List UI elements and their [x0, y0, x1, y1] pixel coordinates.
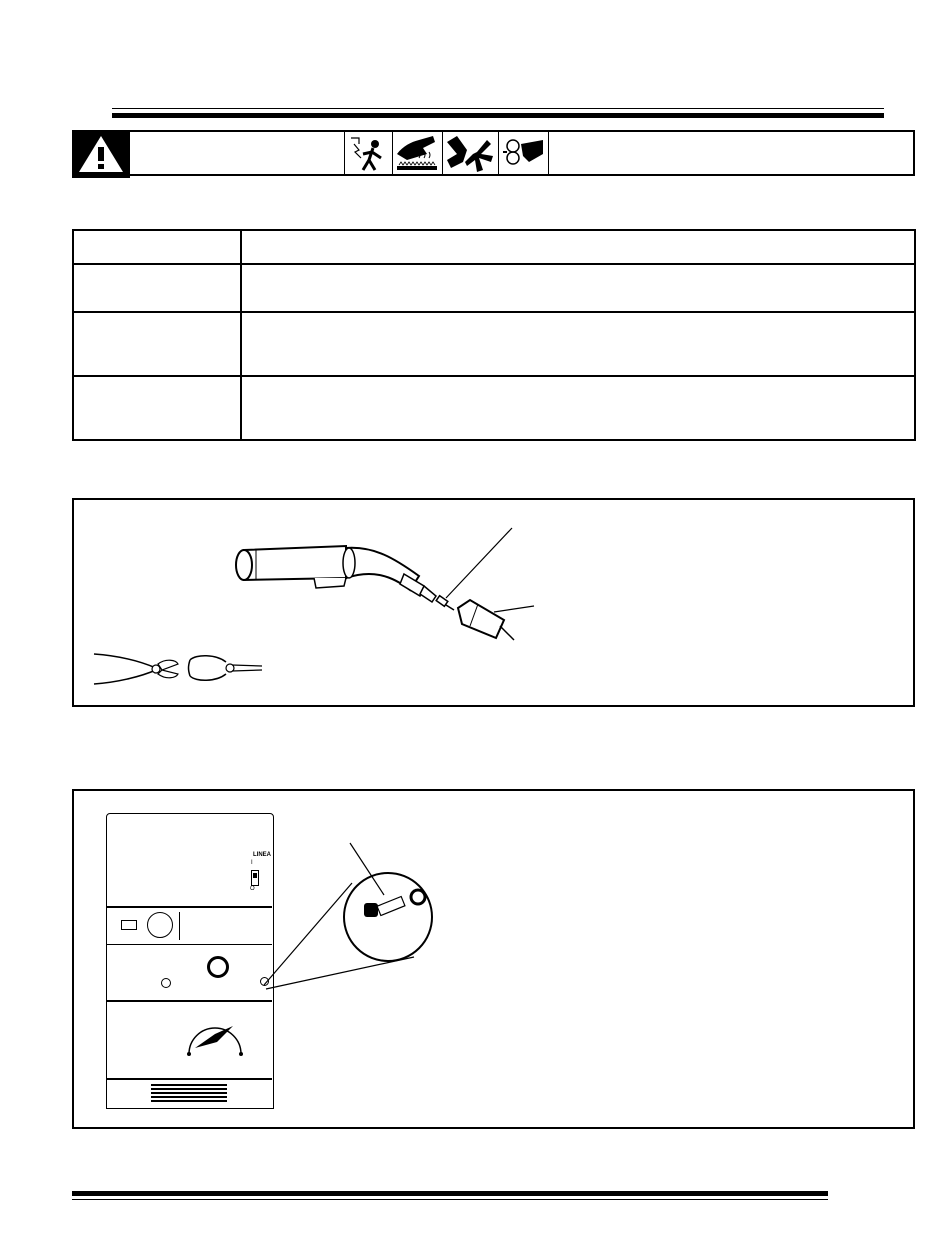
table-cell: [241, 230, 915, 264]
moving-parts-icon: [442, 132, 496, 174]
panel-divider: [179, 912, 180, 940]
pliers-icon: [92, 648, 182, 688]
panel-divider: [107, 944, 272, 945]
torch-figure-panel: [72, 498, 915, 707]
panel-divider: [107, 906, 272, 908]
switch-on-label: I: [251, 860, 253, 866]
table-row: [73, 312, 915, 376]
wire-speed-knob[interactable]: [207, 956, 229, 978]
table-row: [73, 376, 915, 440]
table-cell: [73, 376, 241, 440]
pinch-point-icon: [498, 132, 548, 174]
warning-banner-divider: [548, 132, 550, 174]
front-panel-figure: [72, 789, 915, 1129]
welder-front-panel: [106, 813, 274, 1109]
table-cell: [73, 312, 241, 376]
footer-rule-thin: [72, 1199, 828, 1200]
footer-rule-thick: [72, 1191, 828, 1196]
wire-spool-icon: [161, 978, 171, 988]
spec-table: [72, 229, 916, 441]
torch-socket: [147, 912, 173, 938]
table-cell: [73, 264, 241, 312]
power-switch-label: LINEA: [253, 852, 271, 858]
warning-triangle-icon: [72, 130, 130, 178]
hot-surface-icon: [392, 132, 442, 174]
voltage-selector-dial[interactable]: [185, 1018, 245, 1058]
warning-banner: [72, 130, 915, 176]
table-cell: [73, 230, 241, 264]
table-row: [73, 264, 915, 312]
table-cell: [241, 264, 915, 312]
vent-grille: [151, 1084, 227, 1102]
switch-off-label: O: [250, 886, 255, 892]
panel-divider: [107, 1078, 272, 1080]
fuse-detail-callout: [254, 839, 494, 1039]
electric-shock-icon: [344, 132, 394, 174]
header-rule-thick: [112, 113, 884, 118]
table-cell: [241, 376, 915, 440]
table-cell: [241, 312, 915, 376]
table-row: [73, 230, 915, 264]
panel-divider: [107, 1000, 272, 1002]
needle-nose-pliers-icon: [186, 648, 266, 688]
torch-connector-icon: [121, 920, 137, 930]
header-rule-thin: [112, 108, 884, 109]
